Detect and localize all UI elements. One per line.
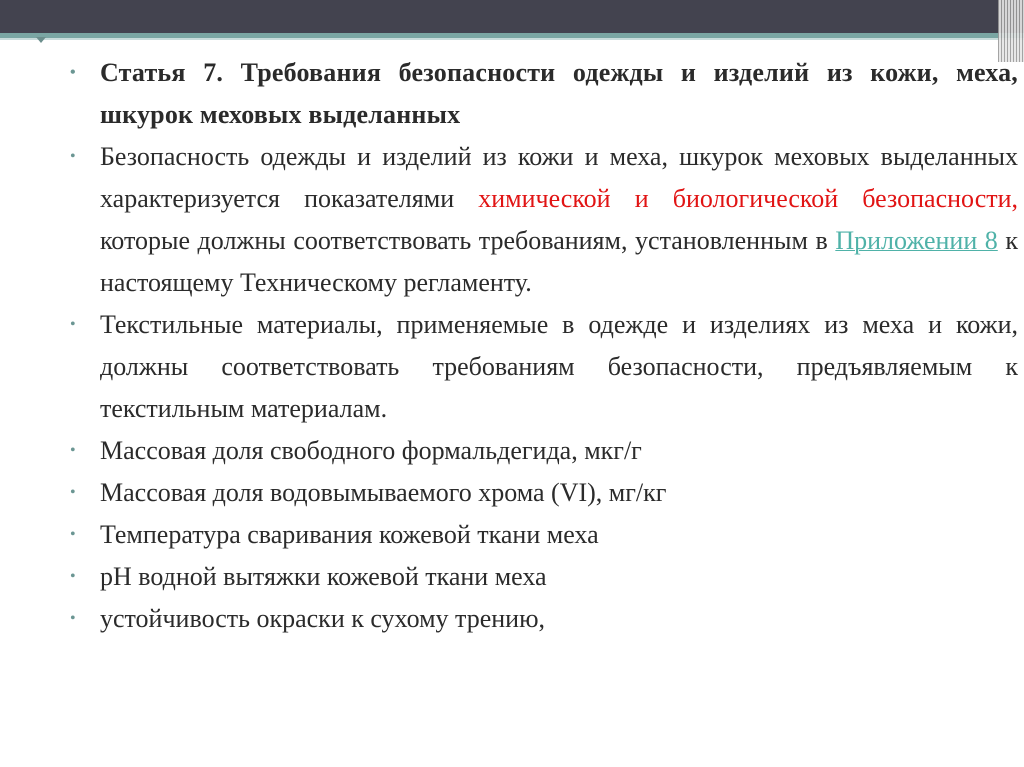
item-text: pH водной вытяжки кожевой ткани меха: [100, 562, 547, 591]
item-text: которые должны соответствовать требованиям, установленным в: [100, 226, 828, 255]
list-item-heading: [70, 52, 1018, 136]
bullet-icon: •: [70, 64, 76, 81]
item-text: к настоящему Техническому регламенту.: [100, 226, 1018, 297]
item-text: Массовая доля водовымываемого хрома (VI), мг/кг: [100, 478, 667, 507]
list-item: [70, 598, 1018, 640]
corner-arrow-icon: [36, 37, 46, 43]
list-item: [70, 472, 1018, 514]
list-item: [70, 430, 1018, 472]
list-item: [70, 556, 1018, 598]
item-text: Массовая доля свободного формальдегида, мкг/г: [100, 436, 642, 465]
item-text: Температура сваривания кожевой ткани меха: [100, 520, 599, 549]
bullet-icon: •: [70, 442, 76, 459]
item-text: Безопасность одежды и изделий из кожи и меха, шкурок меховых выделанных характеризуется показателями: [100, 142, 1018, 213]
list-item: [70, 136, 1018, 304]
item-text: Текстильные материалы, применяемые в одежде и изделиях из меха и кожи, должны соответствовать требованиям безопасности, предъявляемым к текстильным материалам.: [100, 310, 1018, 423]
bullet-icon: •: [70, 148, 76, 165]
highlighted-text: химической и биологической безопасности,: [478, 184, 1019, 213]
item-text: устойчивость окраски к сухому трению,: [100, 604, 545, 633]
list-item: [70, 514, 1018, 556]
bullet-icon: •: [70, 484, 76, 501]
header-accent-stripe-light: [0, 38, 1024, 40]
list-item: [70, 304, 1018, 430]
header-bar: [0, 0, 1024, 33]
bullet-icon: •: [70, 568, 76, 585]
bullet-icon: •: [70, 316, 76, 333]
bullet-icon: •: [70, 610, 76, 627]
bullet-icon: •: [70, 526, 76, 543]
appendix-link[interactable]: Приложении 8: [835, 226, 998, 255]
slide-content: [70, 52, 1018, 640]
item-text: Статья 7. Требования безопасности одежды и изделий из кожи, меха, шкурок меховых выделанных: [100, 58, 1018, 129]
